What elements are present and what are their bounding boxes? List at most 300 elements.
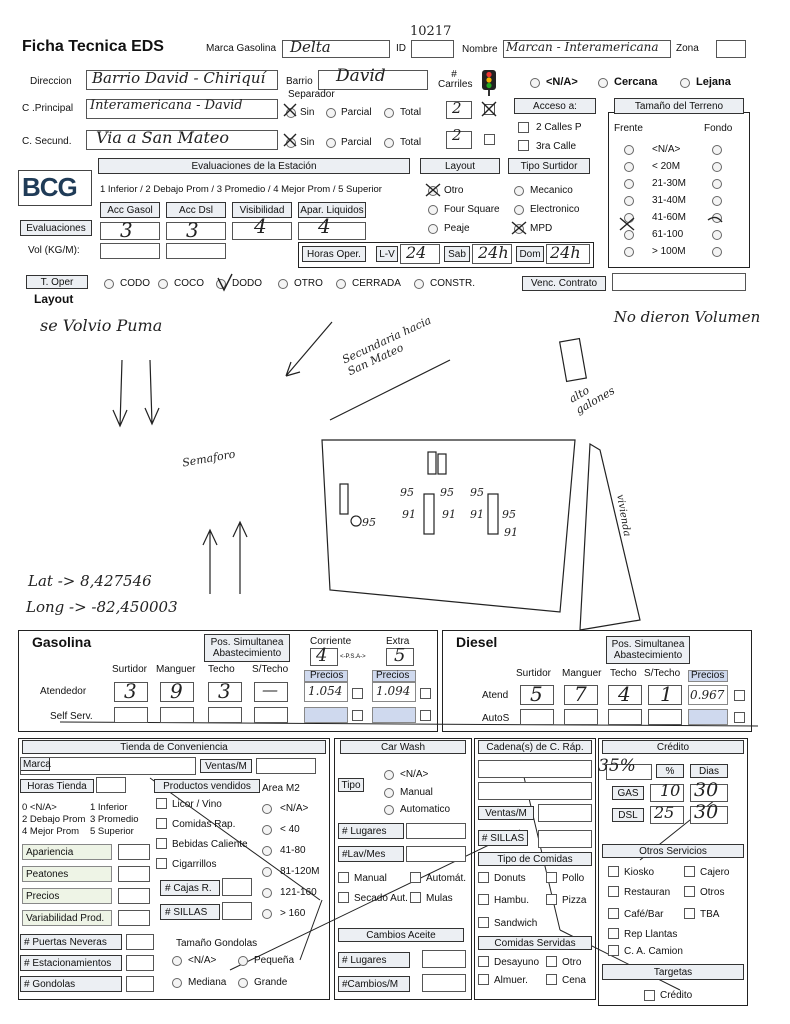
sketch-note-puma: se Volvio Puma [40,316,163,335]
diesel-pos: Pos. Simultanea Abastecimiento [606,636,690,664]
cadena-almuer-check[interactable] [478,974,489,985]
sep-total-radio-2[interactable] [384,138,394,148]
pump-label: 95 [362,516,376,529]
tienda-puertas-label: # Puertas Neveras [20,934,122,950]
tienda-apariencia-field[interactable] [118,844,150,860]
gasolina-corriente-value: 4 [316,645,328,666]
cadena-otro-check[interactable] [546,956,557,967]
pump-label: 95 [400,486,414,499]
tienda-scale-item: 5 Superior [90,826,134,837]
gasolina-stecho-header: S/Techo [252,664,289,675]
tienda-title: Tienda de Conveniencia [22,740,326,754]
separador-label: Separador [288,89,335,100]
cadena-ventas-field[interactable] [538,804,592,822]
vol-field-1[interactable] [100,243,160,259]
targetas-title: Targetas [602,964,744,980]
gondola-med-radio[interactable] [172,978,182,988]
gasolina-self-techo[interactable] [208,707,242,723]
gasolina-self-check-2[interactable] [420,710,431,721]
terreno-frente-radio[interactable] [624,213,634,223]
gasolina-self-precio-2[interactable] [372,707,416,723]
servicios-cafe-label: Café/Bar [624,909,664,920]
carwash-lavmes-label: #Lav/Mes [338,846,404,862]
tienda-precios-field[interactable] [118,888,150,904]
horas-dom-label: Dom [516,246,544,262]
proximity-cercana-label: Cercana [614,76,658,88]
cadena-desayuno-check[interactable] [478,956,489,967]
tienda-gondolas-label: # Gondolas [20,976,122,992]
tienda-product-label: Cigarrillos [172,859,217,870]
credito-dsl-value-2: 30 [694,801,719,823]
tienda-variabilidad-label: Variabilidad Prod. [22,910,112,926]
acceso-3ra-check[interactable] [518,140,529,151]
surtidor-mecanico-radio[interactable] [514,186,524,196]
traffic-light-icon [478,70,500,96]
acceso-3ra-label: 3ra Calle [536,141,577,152]
carwash-lugares-label: # Lugares [338,823,404,839]
layout-peaje-label: Peaje [444,223,470,234]
terreno-fondo-radio[interactable] [712,247,722,257]
eval-vis-value: 4 [254,214,267,238]
gasolina-check-2[interactable] [420,688,431,699]
tienda-cajas-field[interactable] [222,878,252,896]
diesel-surtidor-value: 5 [530,682,543,706]
diesel-autos-precio[interactable] [688,709,728,725]
proximity-cercana-radio[interactable] [598,78,608,88]
gasolina-extra-label: Extra [386,636,410,647]
gasolina-corriente-label: Corriente [310,636,352,647]
terreno-frente-radio[interactable] [624,145,634,155]
cadena-sillas-field[interactable] [538,830,592,848]
sketch-note-galones: alto galones [566,383,618,417]
terreno-frente-radio[interactable] [624,196,634,206]
diesel-surtidor-header: Surtidor [516,668,552,679]
diesel-stecho-value: 1 [660,682,673,706]
cadena-servidas-label: Comidas Servidas [478,936,592,950]
carriles-value-2: 2 [452,126,462,144]
cadena-hambu-check[interactable] [478,894,489,905]
gasolina-pos: Pos. Simultanea Abastecimiento [204,634,290,662]
gasolina-precios-label-2: Precios [376,670,410,681]
tienda-marca-field[interactable] [20,757,196,775]
layout-otro-label: Otro [444,185,464,196]
layout-four-radio[interactable] [428,205,438,215]
gasolina-techo-value: 3 [218,679,231,703]
tienda-gondolas-field[interactable] [126,976,154,992]
diesel-manguer-value: 7 [574,682,587,706]
cprincipal-value: Interamericana - David [90,98,243,113]
tienda-puertas-field[interactable] [126,934,154,950]
pump-label: 91 [470,508,484,521]
sep-parcial-radio-1[interactable] [326,108,336,118]
tienda-area-radio[interactable] [262,804,272,814]
cadena-donuts-label: Donuts [494,873,526,884]
diesel-autos-stecho[interactable] [648,709,682,725]
diesel-manguer-header: Manguer [562,668,602,679]
cadena-cena-check[interactable] [546,974,557,985]
horas-sab-value: 24h [478,243,509,262]
carwash-manual-radio[interactable] [384,788,394,798]
servicios-camion-label: C. A. Camion [624,946,683,957]
cadena-pollo-label: Pollo [562,873,585,884]
toper-dodo-label: DODO [232,278,262,289]
gasolina-self-stecho[interactable] [254,707,288,723]
layout-section-title: Layout [34,292,74,306]
diesel-autos-check[interactable] [734,712,745,723]
sketch-vivienda: vivienda [614,493,633,538]
diesel-autos-label: AutoS [482,713,510,724]
layout-peaje-radio[interactable] [428,224,438,234]
terreno-fondo-label: Fondo [704,123,733,134]
cadena-hambu-label: Hambu. [494,895,530,906]
carwash-automat-check[interactable] [410,872,421,883]
terreno-option-label: 61-100 [652,229,684,240]
tienda-sillas-field[interactable] [222,902,252,920]
carwash-na-label: <N/A> [400,769,429,780]
carwash-lugares-field[interactable] [406,823,466,839]
gasolina-precio-value-1: 1.054 [308,684,343,698]
gondola-gra-radio[interactable] [238,978,248,988]
carwash-secado-check[interactable] [338,892,349,903]
diesel-title: Diesel [456,634,498,650]
horas-lv-value: 24 [406,243,427,262]
cadena-otro-label: Otro [562,957,582,968]
tienda-scale-item: 0 <N/A> [22,802,57,813]
sep-total-label-2: Total [400,137,422,148]
gasolina-self-precio-1[interactable] [304,707,348,723]
carwash-lavmes-field[interactable] [406,846,466,862]
pump-label: 95 [502,508,516,521]
servicios-restauran-check[interactable] [608,886,619,897]
toper-coco-radio[interactable] [158,279,168,289]
cambios-cambios-field[interactable] [422,974,466,992]
targetas-credito-check[interactable] [644,990,655,1001]
cadena-pizza-check[interactable] [546,894,557,905]
cambios-cambios-label: #Cambios/M [338,976,410,992]
acc-gasol-header: Acc Gasol [100,202,160,218]
tienda-area-radio[interactable] [262,867,272,877]
tienda-area-label: < 40 [280,824,300,835]
servicios-otros-check[interactable] [684,886,695,897]
marca-value: Delta [290,38,331,56]
servicios-tba-label: TBA [700,909,720,920]
carwash-na-radio[interactable] [384,770,394,780]
cadena-cena-label: Cena [562,975,586,986]
terreno-fondo-radio[interactable] [712,213,722,223]
carwash-auto-label: Automatico [400,804,451,815]
pump-label: 95 [440,486,454,499]
tienda-horas-label: Horas Tienda [20,779,94,793]
tienda-product-check[interactable] [156,838,167,849]
tienda-peatones-field[interactable] [118,866,150,882]
id-value: 10217 [410,24,452,39]
tienda-scale-item: 3 Promedio [90,814,139,825]
layout-otro-radio[interactable] [428,186,438,196]
tienda-product-check[interactable] [156,818,167,829]
sep-sin-radio-2[interactable] [286,138,296,148]
evaluaciones-label: Evaluaciones [20,220,92,236]
form-title: Ficha Tecnica EDS [22,38,164,55]
diesel-autos-surtidor[interactable] [520,709,554,725]
gasolina-precio-value-2: 1.094 [376,684,411,698]
surtidor-mecanico-label: Mecanico [530,185,573,196]
tienda-marca-label: Marca [20,757,50,771]
credito-dsl-value-1: 25 [654,803,675,822]
gasolina-surtidor-value: 3 [124,679,137,703]
cadena-pollo-check[interactable] [546,872,557,883]
marca-label: Marca Gasolina [206,43,277,54]
tienda-product-label: Bebidas Caliente [172,839,248,850]
toper-otro-label: OTRO [294,278,323,289]
tienda-scale-item: 4 Mejor Prom [22,826,80,837]
toper-otro-radio[interactable] [278,279,288,289]
proximity-na-radio[interactable] [530,78,540,88]
diesel-atend-label: Atend [482,690,509,701]
tienda-area-radio[interactable] [262,825,272,835]
terreno-fondo-radio[interactable] [712,162,722,172]
id-label: ID [396,43,406,54]
toper-coco-label: COCO [174,278,204,289]
diesel-techo-value: 4 [618,682,631,706]
servicios-cafe-check[interactable] [608,908,619,919]
eval-gasol-value: 3 [120,218,133,242]
carwash-mulas-check[interactable] [410,892,421,903]
gasolina-self-label: Self Serv. [50,711,93,722]
evaluaciones-scale: 1 Inferior / 2 Debajo Prom / 3 Promedio / 4 Mejor Prom / 5 Superior [100,184,382,195]
sketch-lat: Lat -> 8,427546 [28,572,152,590]
gasolina-manguer-value: 9 [170,679,183,703]
sep-sin-label-1: Sin [300,107,315,118]
servicios-kiosko-label: Kiosko [624,867,655,878]
apar-header: Apar. Liquidos [298,202,366,218]
servicios-rep-label: Rep Llantas [624,929,678,940]
credito-title: Crédito [602,740,744,754]
zona-field[interactable] [716,40,746,58]
terreno-fondo-radio[interactable] [712,145,722,155]
sep-sin-label-2: Sin [300,137,315,148]
tienda-sillas-label: # SILLAS [160,904,220,920]
toper-constr-radio[interactable] [414,279,424,289]
tienda-area-radio[interactable] [262,888,272,898]
acc-dsl-header: Acc Dsl [166,202,226,218]
gasolina-manguer-header: Manguer [156,664,196,675]
tienda-area-radio[interactable] [262,909,272,919]
venc-contrato-label: Venc. Contrato [522,276,606,291]
carwash-auto-radio[interactable] [384,805,394,815]
surtidor-mpd-radio[interactable] [514,224,524,234]
tienda-area-label: > 160 [280,908,306,919]
sep-sin-radio-1[interactable] [286,108,296,118]
terreno-option-label: 21-30M [652,178,686,189]
barrio-label: Barrio [286,76,313,87]
eval-dsl-value: 3 [186,218,199,242]
venc-contrato-field[interactable] [612,273,746,291]
toper-codo-label: CODO [120,278,150,289]
diesel-stecho-header: S/Techo [644,668,681,679]
pump-label: 91 [442,508,456,521]
diesel-precios-label: Precios [691,670,725,681]
proximity-na-label: <N/A> [546,76,578,88]
carriles-check-1[interactable] [484,104,495,115]
carwash-manual-check-label: Manual [354,873,387,884]
carriles-value-1: 2 [452,99,462,117]
cadena-tipo-label: Tipo de Comidas [478,852,592,866]
gasolina-title: Gasolina [32,634,92,650]
sketch-note-semaforo: Semaforo [181,447,237,470]
tienda-product-check[interactable] [156,858,167,869]
carwash-title: Car Wash [340,740,466,754]
gasolina-techo-header: Techo [208,664,235,675]
carwash-tipo-label: Tipo [338,778,364,792]
carriles-check-2[interactable] [484,134,495,145]
tienda-horas-field[interactable] [96,777,126,793]
servicios-otros-label: Otros [700,887,725,898]
pump-label: 95 [470,486,484,499]
servicios-camion-check[interactable] [608,945,619,956]
tienda-estac-field[interactable] [126,955,154,971]
terreno-option-label: 41-60M [652,212,686,223]
gondola-na-radio[interactable] [172,956,182,966]
credito-gas-label: GAS [612,786,644,800]
eval-apar-value: 4 [318,214,331,238]
horas-label: Horas Oper. [302,246,366,262]
toper-cerrada-radio[interactable] [336,279,346,289]
tienda-ventas-label: Ventas/M [200,759,252,773]
tienda-area-label: 41-80 [280,845,306,856]
tienda-product-check[interactable] [156,798,167,809]
servicios-tba-check[interactable] [684,908,695,919]
sketch-note-volumen: No dieron Volumen [613,308,761,326]
diesel-autos-techo[interactable] [608,709,642,725]
pump-label: 91 [402,508,416,521]
sep-parcial-label-1: Parcial [341,107,372,118]
tienda-productos-label: Productos vendidos [154,779,260,793]
tipo-surtidor-title: Tipo Surtidor [508,158,590,174]
terreno-frente-radio[interactable] [624,230,634,240]
terreno-fondo-radio[interactable] [712,230,722,240]
cadena-donuts-check[interactable] [478,872,489,883]
cambios-lugares-field[interactable] [422,950,466,968]
surtidor-electronico-radio[interactable] [514,205,524,215]
terreno-fondo-radio[interactable] [712,196,722,206]
tienda-cajas-label: # Cajas R. [160,880,220,896]
tienda-scale-item: 1 Inferior [90,802,128,813]
gondola-med-label: Mediana [188,977,227,988]
cadena-sandwich-label: Sandwich [494,918,538,929]
bcg-logo-text: BCG [22,172,77,202]
horas-lv-label: L-V [376,246,398,262]
diesel-autos-manguer[interactable] [564,709,598,725]
gasolina-self-check-1[interactable] [352,710,363,721]
acceso-title: Acceso a: [514,98,596,114]
eval-apar-field[interactable] [298,222,366,240]
tienda-area-label: 81-120M [280,866,320,877]
direccion-label: Direccion [30,76,72,87]
toper-constr-label: CONSTR. [430,278,475,289]
tienda-area-label: <N/A> [280,803,309,814]
sep-parcial-radio-2[interactable] [326,138,336,148]
zona-label: Zona [676,43,699,54]
tienda-precios-label: Precios [22,888,112,904]
gondola-peq-radio[interactable] [238,956,248,966]
layout-four-label: Four Square [444,204,500,215]
vol-field-2[interactable] [166,243,226,259]
toper-dodo-radio[interactable] [216,279,226,289]
cadena-pizza-label: Pizza [562,895,587,906]
targetas-credito-label: Crédito [660,990,693,1001]
credito-dias-label: Dias [690,764,728,778]
toper-cerrada-label: CERRADA [352,278,401,289]
terreno-frente-radio[interactable] [624,179,634,189]
tienda-scale-item: 2 Debajo Prom [22,814,86,825]
csecund-value: Via a San Mateo [96,128,229,147]
sep-total-label-1: Total [400,107,422,118]
carwash-manual-label: Manual [400,787,433,798]
servicios-rep-check[interactable] [608,928,619,939]
diesel-precio-value: 0.967 [690,688,725,702]
gondola-gra-label: Grande [254,977,288,988]
vol-label: Vol (KG/M): [28,245,80,256]
credito-gas-value-2: 30 [694,779,719,801]
cadena-field-2[interactable] [478,782,592,800]
tienda-tam-label: Tamaño Gondolas [176,938,258,949]
gasolina-extra-value: 5 [394,645,406,666]
terreno-frente-label: Frente [614,123,643,134]
tienda-product-label: Licor / Vino [172,799,222,810]
cadena-almuer-label: Almuer. [494,975,528,986]
gondola-peq-label: Pequeña [254,955,295,966]
credito-dsl-label: DSL [612,808,644,822]
barrio-value: David [336,66,386,86]
gasolina-precios-label-1: Precios [310,670,344,681]
cadena-desayuno-label: Desayuno [494,957,540,968]
diesel-check[interactable] [734,690,745,701]
terreno-fondo-radio[interactable] [712,179,722,189]
sketch-long: Long -> -82,450003 [26,598,178,616]
gasolina-stecho-value: — [262,680,278,699]
servicios-title: Otros Servicios [602,844,744,858]
proximity-lejana-radio[interactable] [680,78,690,88]
terreno-frente-radio[interactable] [624,247,634,257]
sep-total-radio-1[interactable] [384,108,394,118]
cadena-ventas-label: Ventas/M [478,806,534,820]
terreno-frente-radio[interactable] [624,162,634,172]
gasolina-self-surtidor[interactable] [114,707,148,723]
carwash-manual-check[interactable] [338,872,349,883]
servicios-cajero-label: Cajero [700,867,730,878]
servicios-kiosko-check[interactable] [608,866,619,877]
cadena-sandwich-check[interactable] [478,917,489,928]
tienda-variabilidad-field[interactable] [118,910,150,926]
servicios-cajero-check[interactable] [684,866,695,877]
id-field[interactable] [411,40,454,58]
toper-codo-radio[interactable] [104,279,114,289]
terreno-section [608,112,750,268]
gasolina-psa: <-P.S.A-> [340,654,366,660]
tienda-area-radio[interactable] [262,846,272,856]
surtidor-mpd-label: MPD [530,223,553,234]
tienda-ventas-field[interactable] [256,758,316,774]
carwash-secado-label: Secado Aut. [354,893,408,904]
tienda-apariencia-label: Apariencia [22,844,112,860]
tienda-product-label: Comidas Rap. [172,819,236,830]
gasolina-check-1[interactable] [352,688,363,699]
toper-label: T. Oper [26,275,88,289]
acceso-2calles-check[interactable] [518,122,529,133]
gasolina-self-manguer[interactable] [160,707,194,723]
cadena-field-1[interactable] [478,760,592,778]
layout-title: Layout [420,158,500,174]
